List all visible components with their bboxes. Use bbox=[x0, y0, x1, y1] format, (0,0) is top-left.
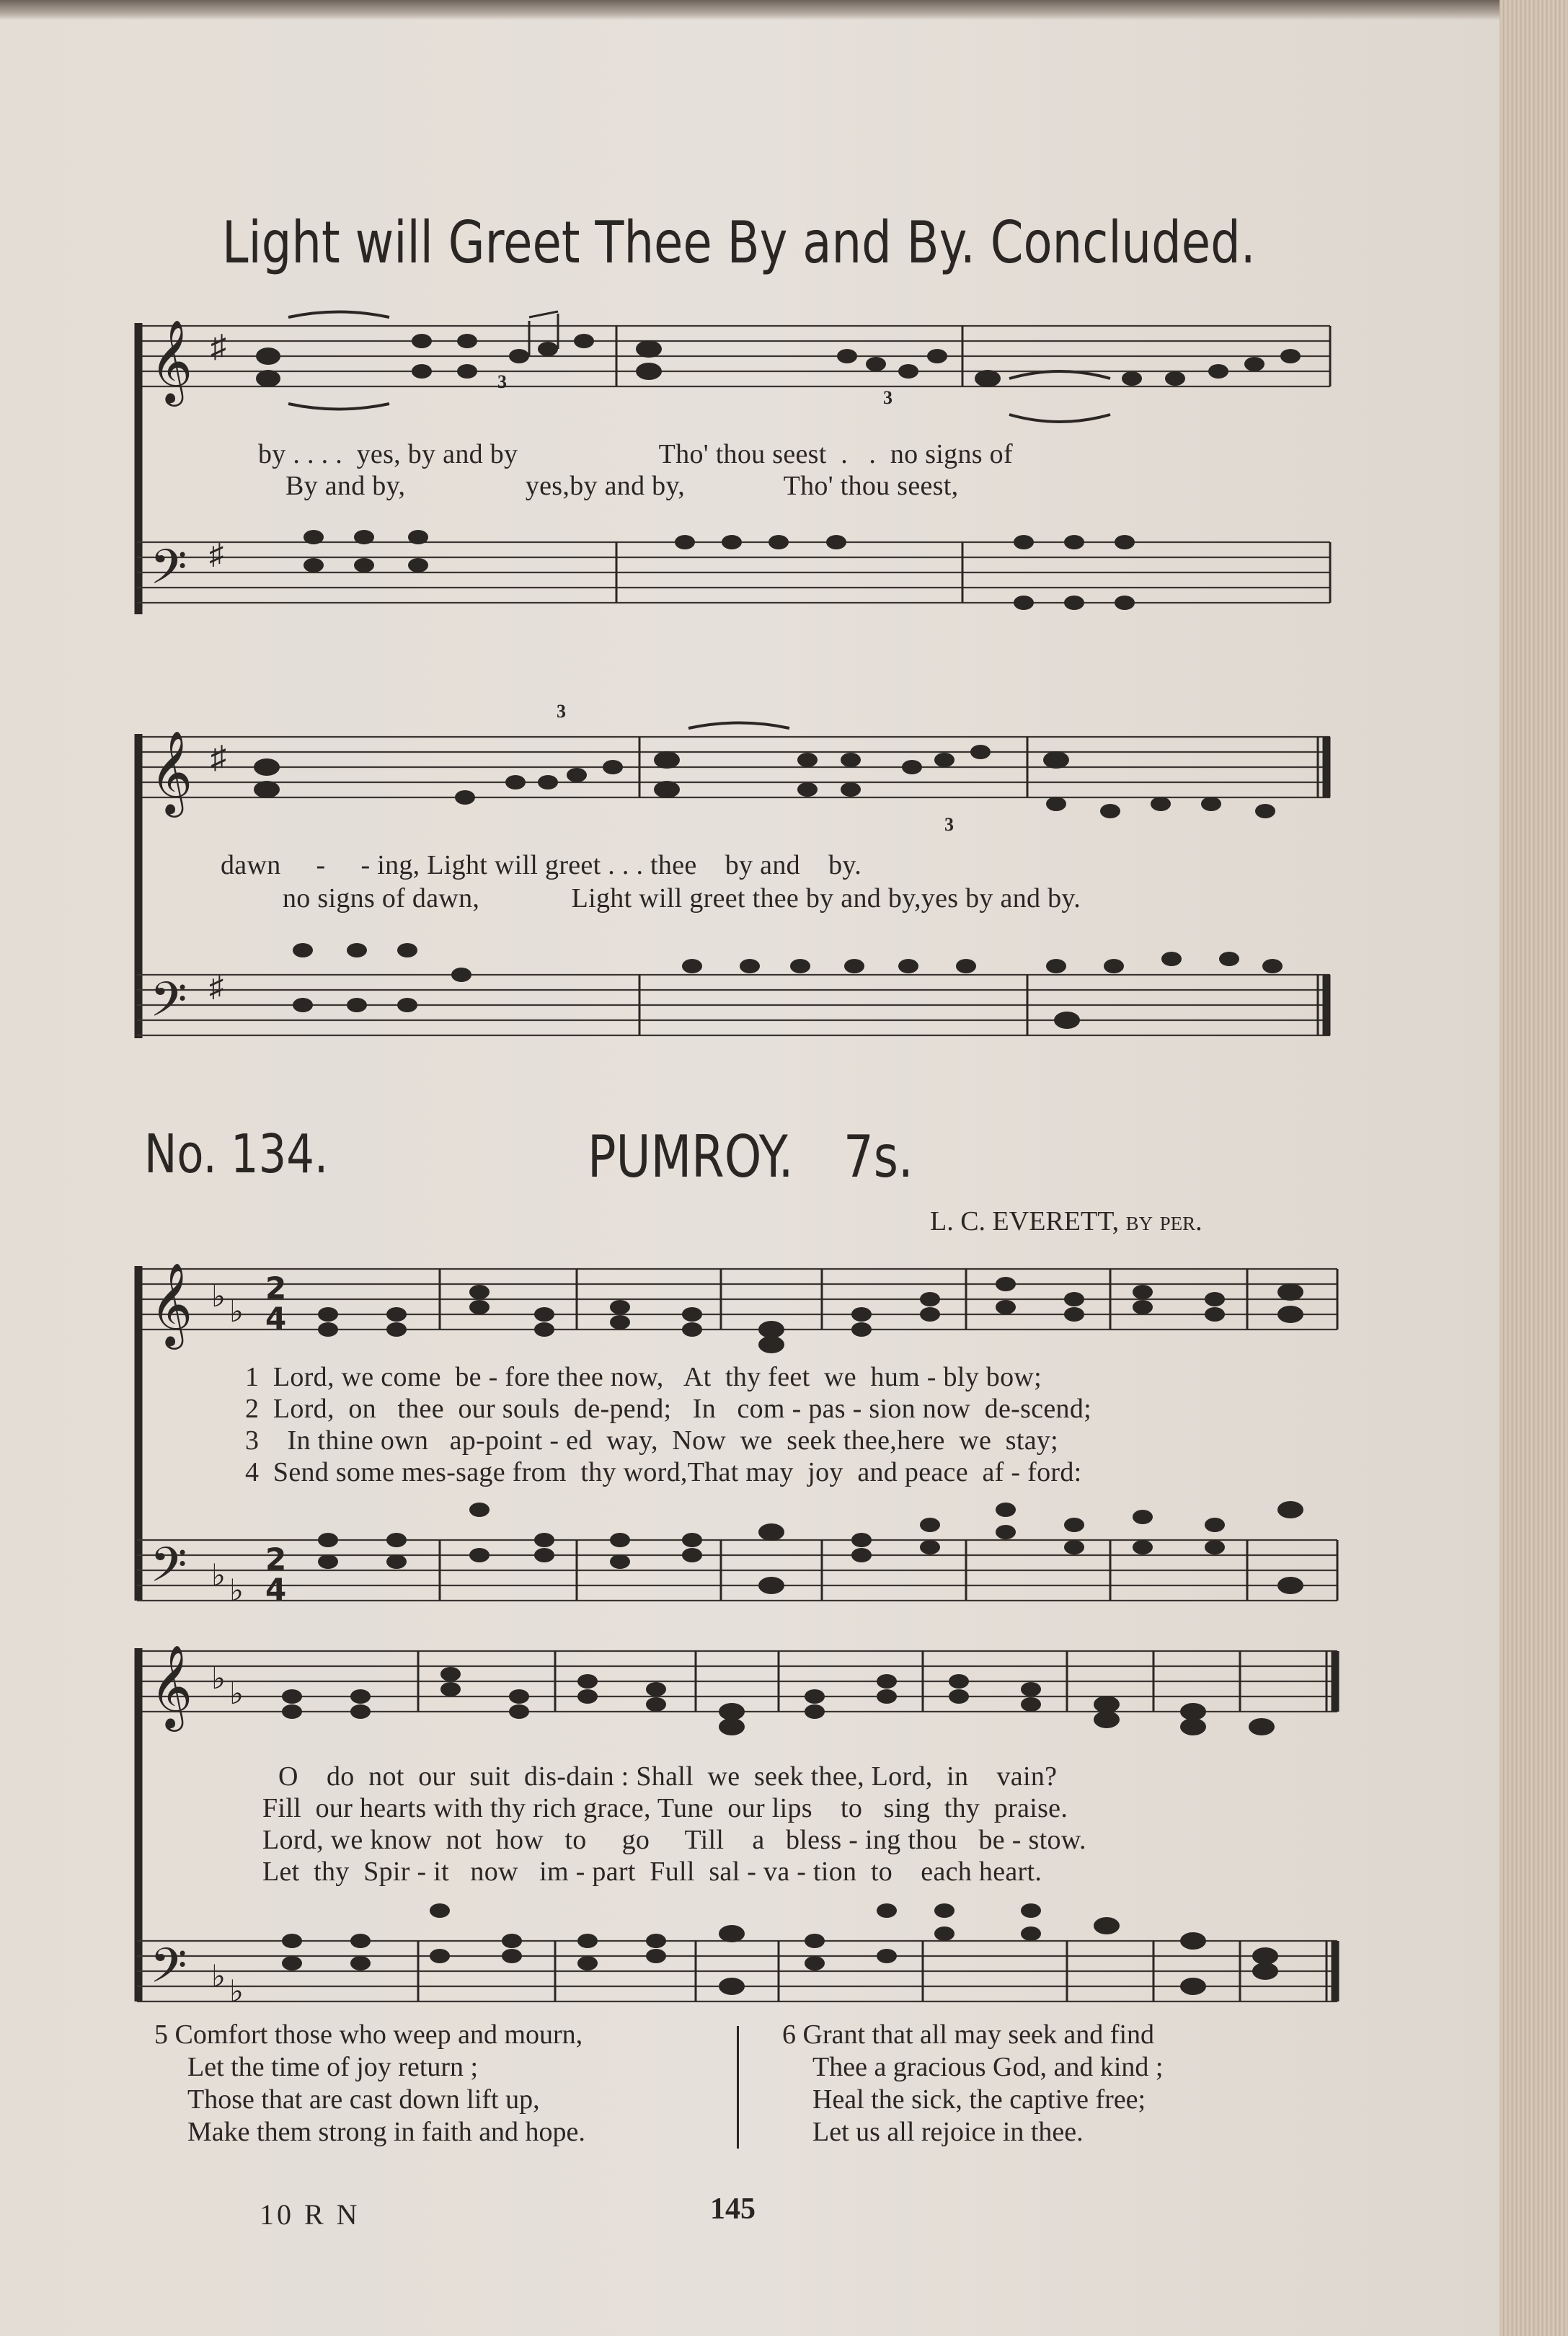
hymn-system1-lyrics-verse4: 4 Send some mes-sage from thy word,That may joy and peace af - ford: bbox=[245, 1457, 1082, 1487]
page-edges bbox=[1500, 0, 1568, 2336]
prev-system2-lyrics-line2: no signs of dawn, Light will greet thee by and by,yes by and by. bbox=[283, 883, 1081, 913]
svg-text:♯: ♯ bbox=[209, 970, 223, 1003]
svg-text:4: 4 bbox=[265, 1572, 287, 1607]
svg-text:𝄢: 𝄢 bbox=[150, 542, 187, 606]
prev-system2-lyrics-line1: dawn - - ing, Light will greet . . . thee by and by. bbox=[221, 850, 862, 880]
verse-6 bbox=[782, 2019, 1163, 2149]
verse-5-line-3: Those that are cast down lift up, bbox=[187, 2084, 540, 2115]
hymn-composer: L. C. EVERETT, by per. bbox=[930, 1206, 1202, 1236]
svg-text:3: 3 bbox=[883, 387, 892, 408]
svg-text:♭: ♭ bbox=[211, 1280, 226, 1314]
svg-text:2: 2 bbox=[265, 1270, 287, 1306]
verse-6-line-1: 6 Grant that all may seek and find bbox=[782, 2019, 1155, 2050]
svg-text:3: 3 bbox=[557, 701, 566, 722]
svg-text:♯: ♯ bbox=[211, 740, 226, 775]
hymn-system2-lyrics-verse1: O do not our suit dis-dain : Shall we seek thee, Lord, in vain? bbox=[278, 1761, 1058, 1792]
verse-5 bbox=[154, 2019, 585, 2149]
svg-text:♭: ♭ bbox=[229, 1976, 244, 2009]
verse-5-line-4: Make them strong in faith and hope. bbox=[187, 2117, 585, 2147]
svg-text:4: 4 bbox=[265, 1301, 287, 1336]
svg-text:♭: ♭ bbox=[229, 1678, 244, 1711]
signature-mark: 10 R N bbox=[260, 2198, 360, 2231]
hymn-system2-lyrics-verse2: Fill our hearts with thy rich grace, Tune our lips to sing thy praise. bbox=[262, 1793, 1068, 1823]
svg-text:𝄢: 𝄢 bbox=[150, 1540, 187, 1603]
running-title: Light will Greet Thee By and By. Concluded. bbox=[222, 209, 1256, 276]
svg-text:2: 2 bbox=[265, 1541, 287, 1577]
hymn-system2-lyrics-verse4: Let thy Spir - it now im - part Full sal - va - tion to each heart. bbox=[262, 1857, 1042, 1887]
svg-text:♭: ♭ bbox=[229, 1296, 244, 1329]
hymn-system1-lyrics-verse2: 2 Lord, on thee our souls de-pend; In com - pas - sion now de-scend; bbox=[245, 1394, 1092, 1424]
svg-text:𝄞: 𝄞 bbox=[150, 1647, 193, 1727]
verse-6-line-2: Thee a gracious God, and kind ; bbox=[812, 2052, 1164, 2082]
svg-text:♯: ♯ bbox=[211, 329, 226, 364]
svg-text:3: 3 bbox=[944, 814, 954, 835]
verse-6-line-3: Heal the sick, the captive free; bbox=[812, 2084, 1146, 2115]
verse-5-line-1: 5 Comfort those who weep and mourn, bbox=[154, 2019, 583, 2050]
svg-text:♭: ♭ bbox=[229, 1575, 244, 1608]
page-number: 145 bbox=[710, 2193, 756, 2226]
hymn-system1-lyrics-verse3: 3 In thine own ap-point - ed way, Now we seek thee,here we stay; bbox=[245, 1425, 1059, 1456]
verse-5-line-2: Let the time of joy return ; bbox=[187, 2052, 479, 2082]
svg-text:𝄞: 𝄞 bbox=[150, 733, 193, 813]
hymn-number: No. 134. bbox=[144, 1123, 329, 1185]
verse-divider bbox=[737, 2026, 739, 2149]
hymn-system1-lyrics-verse1: 1 Lord, we come be - fore thee now, At thy feet we hum - bly bow; bbox=[245, 1362, 1042, 1392]
svg-text:♭: ♭ bbox=[211, 1663, 226, 1696]
svg-text:♭: ♭ bbox=[211, 1960, 226, 1994]
svg-text:3: 3 bbox=[497, 371, 507, 392]
hymn-system2-lyrics-verse3: Lord, we know not how to go Till a bless - ing thou be - stow. bbox=[262, 1825, 1086, 1855]
svg-text:♯: ♯ bbox=[209, 538, 223, 570]
svg-text:𝄞: 𝄞 bbox=[150, 1265, 193, 1345]
verse-6-line-4: Let us all rejoice in thee. bbox=[812, 2117, 1084, 2147]
hymn-title: PUMROY. bbox=[588, 1123, 794, 1190]
svg-text:𝄞: 𝄞 bbox=[150, 322, 193, 402]
hymn-meter: 7s. bbox=[843, 1123, 913, 1190]
svg-text:♭: ♭ bbox=[211, 1559, 226, 1593]
prev-system1-lyrics-line1: by . . . . yes, by and by Tho' thou seest . . no signs of bbox=[258, 439, 1013, 469]
svg-text:𝄢: 𝄢 bbox=[150, 1941, 187, 2004]
prev-system1-lyrics-line2: By and by, yes,by and by, Tho' thou seest, bbox=[285, 471, 959, 501]
svg-text:𝄢: 𝄢 bbox=[150, 975, 187, 1038]
